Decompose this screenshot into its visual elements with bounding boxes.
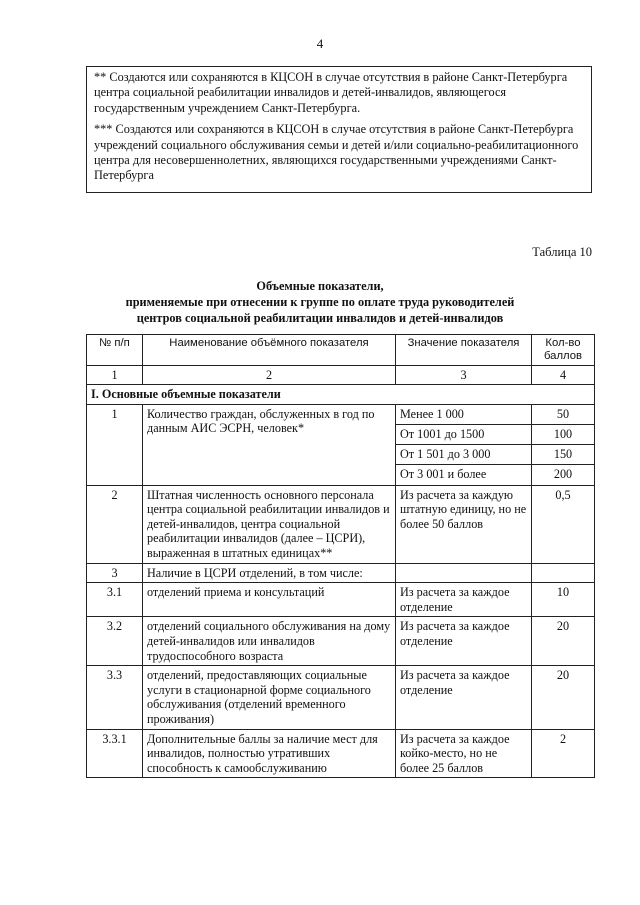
header-num: № п/п (87, 335, 143, 366)
row-name: Количество граждан, обслуженных в год по данным АИС ЭСРН, человек* (143, 404, 396, 485)
table-caption: Таблица 10 (532, 245, 592, 259)
table-row (87, 404, 595, 485)
row-name: отделений социального обслуживания на дому детей-инвалидов или инвалидов трудоспособного возраста (143, 617, 396, 666)
row-num: 3.3 (87, 666, 143, 729)
row-num: 3 (87, 563, 143, 583)
footnote-double-star: ** Создаются или сохраняются в КЦСОН в случае отсутствия в районе Санкт-Петербурга центра социальной реабилитации инвалидов и детей-инвалидов, являющегося государственным учреждением Санкт-Петербурга. (94, 70, 568, 115)
table-row (87, 583, 595, 617)
row-points: 200 (553, 466, 573, 481)
row-value: От 1 501 до 3 000 (396, 445, 531, 465)
table-title (0, 278, 640, 326)
row-value: Из расчета за каждое отделение (396, 666, 532, 729)
table-row (87, 666, 595, 729)
header-name: Наименование объёмного показателя (143, 335, 396, 366)
row-value (396, 563, 532, 583)
header-points: Кол-во баллов (532, 335, 595, 366)
row-points: 50 (532, 405, 594, 425)
row-value: Из расчета за каждое койко-место, но не более 25 баллов (396, 729, 532, 778)
column-index: 1 (87, 366, 143, 385)
table-header-row (87, 335, 595, 366)
row-points: 20 (532, 617, 595, 666)
row-num: 3.1 (87, 583, 143, 617)
section-row (87, 385, 595, 405)
row-points-group (532, 404, 595, 485)
table-title-line: Объемные показатели, (256, 279, 384, 293)
indicators-table (86, 334, 595, 778)
row-points: 100 (532, 425, 594, 445)
row-value: Менее 1 000 (396, 405, 531, 425)
row-points: 20 (532, 666, 595, 729)
table-row (87, 729, 595, 778)
page-number: 4 (316, 36, 324, 51)
row-num: 3.3.1 (87, 729, 143, 778)
table-row (87, 485, 595, 563)
row-points: 10 (532, 583, 595, 617)
table-row (87, 617, 595, 666)
table-row (87, 563, 595, 583)
row-name: Наличие в ЦСРИ отделений, в том числе: (143, 563, 396, 583)
row-name: Дополнительные баллы за наличие мест для инвалидов, полностью утративших способность к самообслуживанию (143, 729, 396, 778)
row-num: 2 (87, 485, 143, 563)
row-num: 3.2 (87, 617, 143, 666)
column-index: 4 (532, 366, 595, 385)
row-points: 2 (532, 729, 595, 778)
row-points (532, 563, 595, 583)
row-value: От 3 001 и более (400, 466, 487, 481)
row-name: Штатная численность основного персонала центра социальной реабилитации инвалидов и детей-инвалидов, центра социальной реабилитации инвалидов (далее – ЦСРИ), выраженная в штатных единицах** (143, 485, 396, 563)
row-value: Из расчета за каждую штатную единицу, но не более 50 баллов (396, 485, 532, 563)
row-points: 0,5 (532, 485, 595, 563)
column-index: 3 (396, 366, 532, 385)
header-value: Значение показателя (396, 335, 532, 366)
row-value-group (396, 404, 532, 485)
table-title-line: применяемые при отнесении к группе по оплате труда руководителей (125, 295, 515, 309)
row-value: Из расчета за каждое отделение (396, 617, 532, 666)
section-title: I. Основные объемные показатели (87, 385, 595, 405)
row-value: Из расчета за каждое отделение (396, 583, 532, 617)
footnote-triple-star: *** Создаются или сохраняются в КЦСОН в случае отсутствия в районе Санкт-Петербурга учреждений социального обслуживания семьи и детей и/или социально-реабилитационного центра для несовершеннолетних, являющихся государственными учреждениями Санкт-Петербурга (94, 122, 579, 183)
table-title-line: центров социальной реабилитации инвалидов и детей-инвалидов (136, 311, 504, 325)
column-index: 2 (143, 366, 396, 385)
footnotes-box (86, 66, 592, 193)
row-num: 1 (87, 404, 143, 485)
row-points: 150 (532, 445, 594, 465)
row-value: От 1001 до 1500 (396, 425, 531, 445)
column-index-row (87, 366, 595, 385)
row-name: отделений, предоставляющих социальные услуги в стационарной форме социального обслуживания (отделений временного проживания) (143, 666, 396, 729)
row-name: отделений приема и консультаций (143, 583, 396, 617)
